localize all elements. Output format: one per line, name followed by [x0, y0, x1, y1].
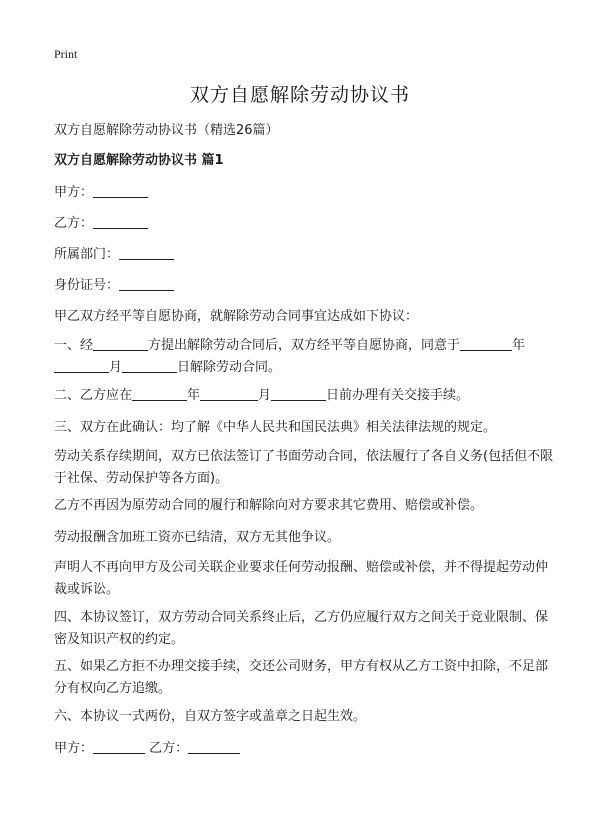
- department-label: 所属部门：: [54, 247, 120, 262]
- clause-2-month-blank: [200, 386, 258, 401]
- party-a-field: [54, 182, 148, 204]
- clause-1: [54, 335, 554, 379]
- clause-1-part-3: 年: [512, 338, 526, 353]
- clause-1-year-cont-blank: [54, 358, 109, 373]
- sign-party-a-label: 甲方：: [54, 741, 94, 756]
- clause-2: [54, 385, 469, 407]
- clause-1-year-blank: [460, 336, 512, 351]
- clause-2-part-2: 年: [187, 388, 201, 403]
- signature-line: [54, 738, 240, 760]
- party-b-label: 乙方：: [54, 216, 94, 231]
- id-number-field: [54, 275, 174, 297]
- clause-2-part-3: 月: [258, 388, 272, 403]
- clause-1-part-2: 方提出解除劳动合同后，双方经平等自愿协商，同意于: [148, 338, 461, 353]
- section-heading: 双方自愿解除劳动协议书 篇1: [54, 153, 224, 168]
- clause-2-year-blank: [132, 386, 187, 401]
- clause-4: 四、本协议签订，双方劳动合同关系终止后，乙方仍应履行双方之间关于竞业限制、保密及知识产权的约定。: [54, 610, 549, 647]
- clause-2-day-blank: [271, 386, 326, 401]
- party-b-field: [54, 213, 148, 235]
- clause-5: 五、如果乙方拒不办理交接手续，交还公司财务，甲方有权从乙方工资中扣除，不足部分有权向乙方追缴。: [54, 659, 549, 696]
- document-title: 双方自愿解除劳动协议书: [189, 84, 410, 106]
- id-number-label: 身份证号：: [54, 278, 120, 293]
- clause-6: 六、本协议一式两份，自双方签字或盖章之日起生效。: [54, 709, 367, 724]
- department-field: [54, 244, 174, 266]
- clause-2-part-1: 二、乙方应在: [54, 388, 133, 403]
- labor-relations-paragraph: 劳动关系存续期间，双方已依法签订了书面劳动合同，依法履行了各自义务(包括但不限于社保、劳动保护等各方面)。: [54, 449, 554, 486]
- print-link[interactable]: Print: [54, 47, 78, 61]
- clause-3: 三、双方在此确认：均了解《中华人民共和国民法典》相关法律法规的规定。: [54, 420, 497, 435]
- no-further-claims-paragraph: 乙方不再因为原劳动合同的履行和解除向对方要求其它费用、赔偿或补偿。: [54, 498, 484, 513]
- sign-party-b-label: 乙方：: [149, 741, 189, 756]
- document-subtitle: 双方自愿解除劳动协议书（精选26篇）: [54, 123, 279, 138]
- declaration-paragraph: 声明人不再向甲方及公司关联企业要求任何劳动报酬、赔偿或补偿，并不得提起劳动仲裁或诉讼。: [54, 560, 549, 597]
- party-b-blank: [93, 214, 148, 229]
- sign-party-a-blank: [93, 739, 145, 754]
- clause-1-month-blank: [122, 358, 177, 373]
- id-number-blank: [119, 276, 174, 291]
- party-a-label: 甲方：: [54, 185, 94, 200]
- clause-2-part-4: 日前办理有关交接手续。: [326, 388, 470, 403]
- party-a-blank: [93, 183, 148, 198]
- clause-1-part-1: 一、经: [54, 338, 94, 353]
- clause-1-part-5: 日解除劳动合同。: [177, 360, 282, 375]
- department-blank: [119, 245, 174, 260]
- clause-1-part-4: 月: [109, 360, 123, 375]
- clause-1-party-blank: [93, 336, 148, 351]
- sign-party-b-blank: [188, 739, 240, 754]
- wages-settled-paragraph: 劳动报酬含加班工资亦已结清，双方无其他争议。: [54, 530, 341, 545]
- intro-paragraph: 甲乙双方经平等自愿协商，就解除劳动合同事宜达成如下协议：: [54, 309, 419, 324]
